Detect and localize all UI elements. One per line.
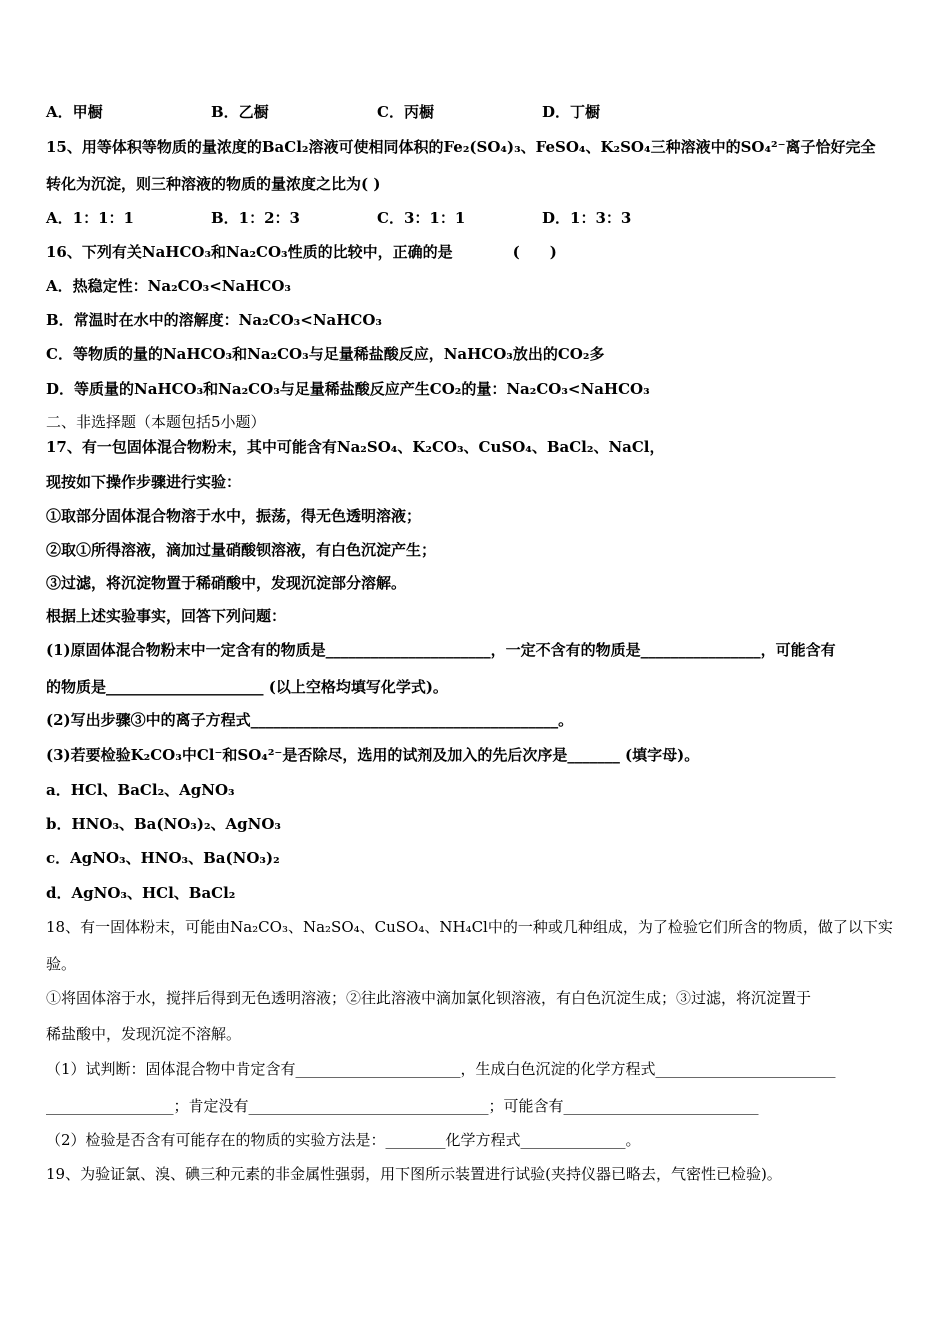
q14-option-d: D．丁橱 (542, 103, 601, 121)
q16-option-c: C．等物质的量的NaHCO₃和Na₂CO₃与足量稀盐酸反应，NaHCO₃放出的CO₂多 (46, 345, 605, 363)
q16-option-b: B．常温时在水中的溶解度：Na₂CO₃<NaHCO₃ (46, 311, 382, 329)
q15-stem-line1: 15、用等体积等物质的量浓度的BaCl₂溶液可使相同体积的Fe₂(SO₄)₃、FeSO₄、K₂SO₄三种溶液中的SO₄²⁻离子恰好完全 (46, 138, 876, 156)
q16-option-a: A．热稳定性：Na₂CO₃<NaHCO₃ (46, 277, 291, 295)
q17-choice-d: d．AgNO₃、HCl、BaCl₂ (46, 884, 236, 902)
q15-option-b: B．1：2：3 (211, 209, 300, 227)
q18-sub1-line1: （1）试判断：固体混合物中肯定含有______________________，生成白色沉淀的化学方程式________________________ (46, 1060, 836, 1078)
q18-stem-line1: 18、有一固体粉末，可能由Na₂CO₃、Na₂SO₄、CuSO₄、NH₄Cl中的一种或几种组成，为了检验它们所含的物质，做了以下实 (46, 918, 893, 936)
q17-step-2: ②取①所得溶液，滴加过量硝酸钡溶液，有白色沉淀产生； (46, 541, 437, 559)
q19-stem: 19、为验证氯、溴、碘三种元素的非金属性强弱，用下图所示装置进行试验(夹持仪器已略去，气密性已检验)。 (46, 1165, 782, 1183)
q17-sub1-line2: 的物质是_____________________ (以上空格均填写化学式)。 (46, 678, 448, 696)
q17-prompt: 根据上述实验事实，回答下列问题： (46, 607, 287, 625)
q17-choice-a: a．HCl、BaCl₂、AgNO₃ (46, 781, 235, 799)
q18-sub2: （2）检验是否含有可能存在的物质的实验方法是：________化学方程式______________。 (46, 1131, 641, 1149)
q16-stem: 16、下列有关NaHCO₃和Na₂CO₃性质的比较中，正确的是 ( ) (46, 243, 557, 261)
q14-option-b: B．乙橱 (211, 103, 269, 121)
q16-option-d: D．等质量的NaHCO₃和Na₂CO₃与足量稀盐酸反应产生CO₂的量：Na₂CO₃<NaHCO₃ (46, 380, 650, 398)
q15-option-c: C．3：1：1 (377, 209, 466, 227)
q17-sub1-line1: (1)原固体混合物粉末中一定含有的物质是______________________，一定不含有的物质是________________，可能含有 (46, 641, 836, 659)
q17-step-1: ①取部分固体混合物溶于水中，振荡，得无色透明溶液； (46, 507, 422, 525)
q18-sub1-line2: _________________；肯定没有________________________________；可能含有__________________________ (46, 1097, 759, 1115)
q18-experiment-line2: 稀盐酸中，发现沉淀不溶解。 (46, 1025, 242, 1043)
q17-choice-c: c．AgNO₃、HNO₃、Ba(NO₃)₂ (46, 849, 280, 867)
section2-title: 二、非选择题（本题包括5小题） (46, 413, 266, 431)
q14-option-c: C．丙橱 (377, 103, 434, 121)
q14-option-a: A．甲橱 (46, 103, 103, 121)
q17-sub2: (2)写出步骤③中的离子方程式_________________________________________。 (46, 711, 574, 729)
q15-option-d: D．1：3：3 (542, 209, 632, 227)
q17-sub3: (3)若要检验K₂CO₃中Cl⁻和SO₄²⁻是否除尽，选用的试剂及加入的先后次序是_______ (填字母)。 (46, 746, 700, 764)
q17-stem-line2: 现按如下操作步骤进行实验： (46, 473, 242, 491)
q18-stem-line2: 验。 (46, 955, 77, 973)
q15-option-a: A．1：1：1 (46, 209, 134, 227)
q15-stem-line2: 转化为沉淀，则三种溶液的物质的量浓度之比为( ) (46, 175, 381, 193)
q18-experiment-line1: ①将固体溶于水，搅拌后得到无色透明溶液；②往此溶液中滴加氯化钡溶液，有白色沉淀生成；③过滤，将沉淀置于 (46, 989, 812, 1007)
q17-choice-b: b．HNO₃、Ba(NO₃)₂、AgNO₃ (46, 815, 281, 833)
q17-stem-line1: 17、有一包固体混合物粉末，其中可能含有Na₂SO₄、K₂CO₃、CuSO₄、BaCl₂、NaCl， (46, 438, 665, 456)
q17-step-3: ③过滤，将沉淀物置于稀硝酸中，发现沉淀部分溶解。 (46, 574, 407, 592)
